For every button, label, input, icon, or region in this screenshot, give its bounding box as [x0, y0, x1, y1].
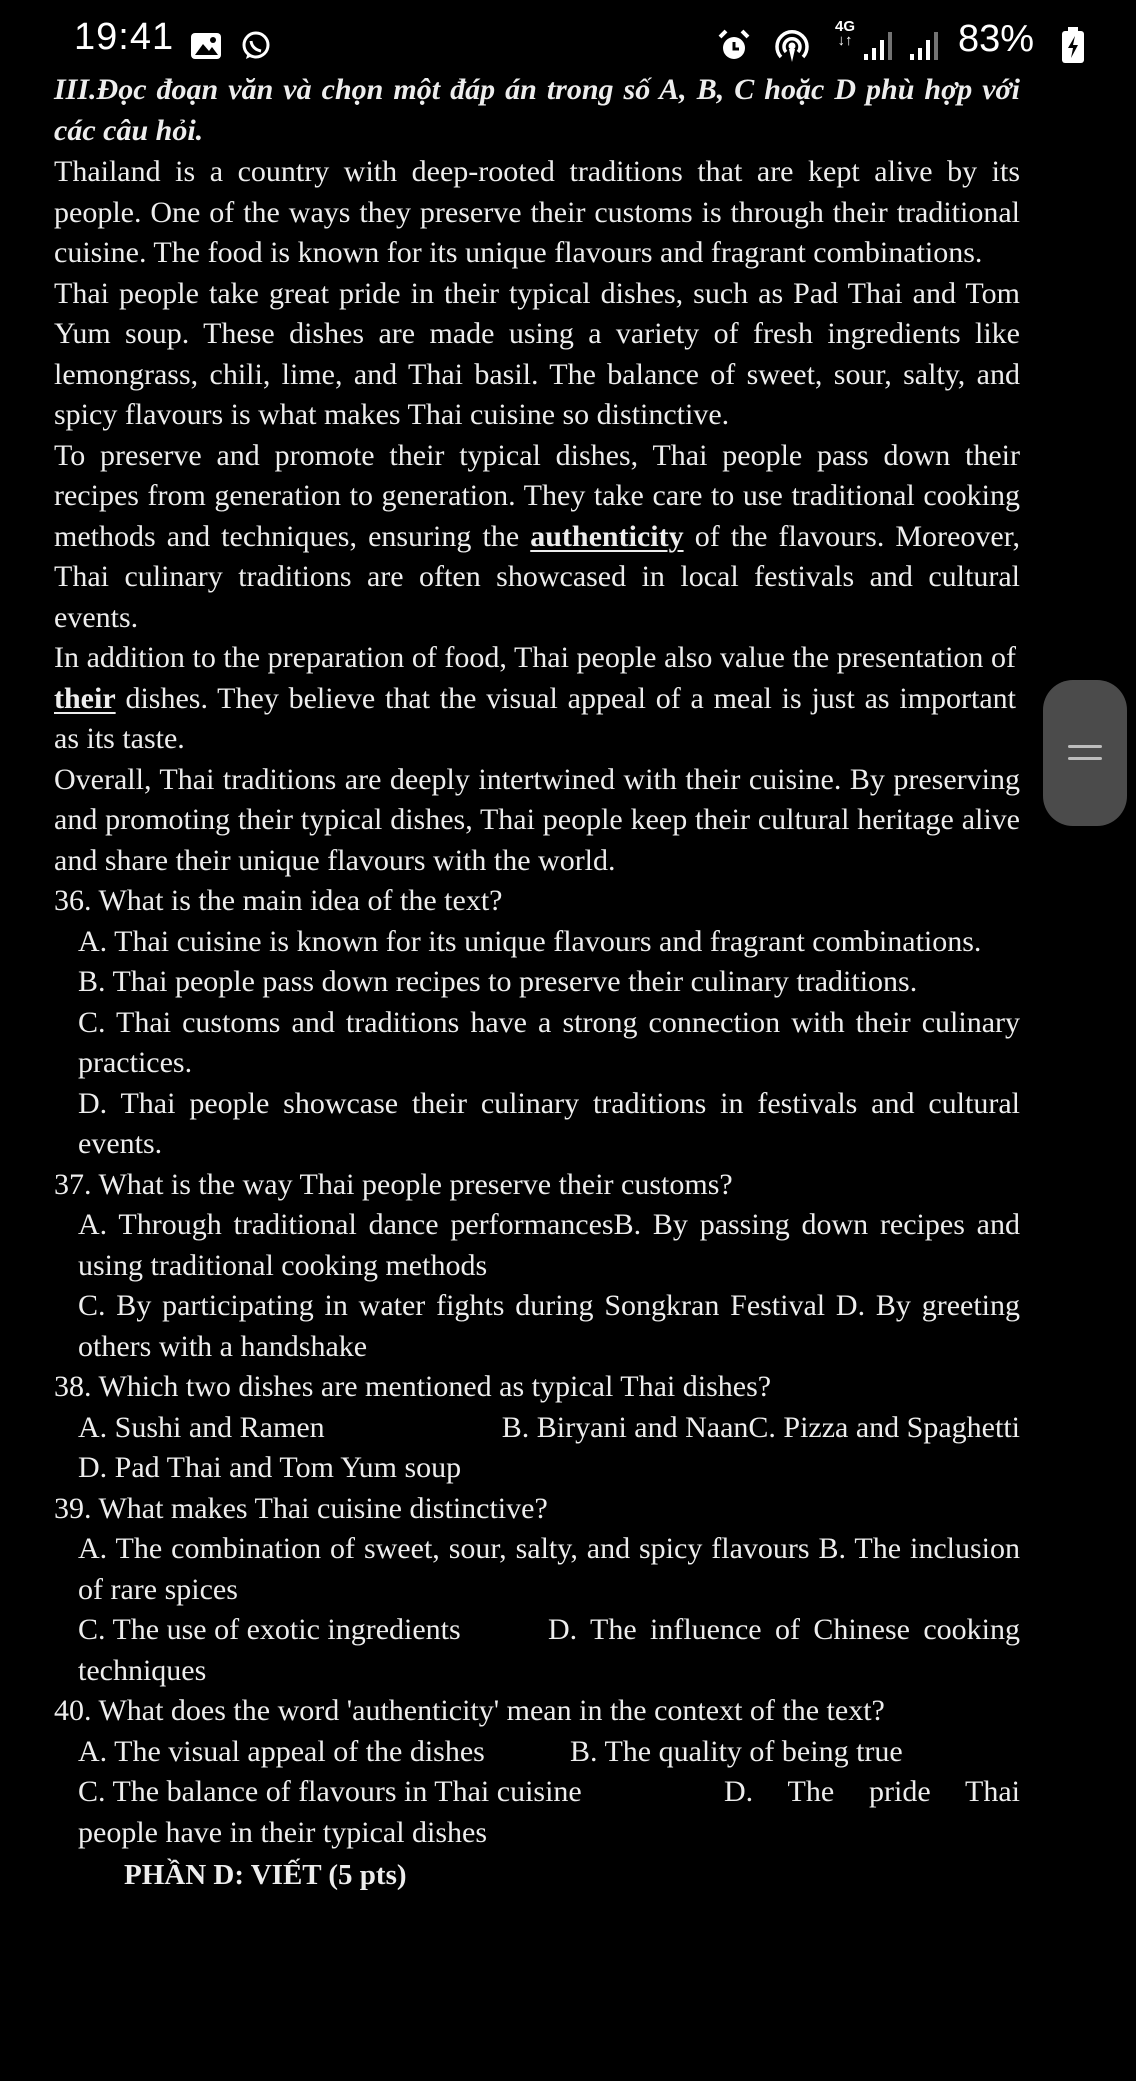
q36-option-c: C. Thai customs and traditions have a strong connection with their culinary practices.	[78, 1005, 1020, 1079]
passage-paragraph-3: To preserve and promote their typical dishes, Thai people pass down their recipes from generation to generation. They take care to use traditional cooking methods and techniques, ensuring the authenticity of the flavours. Moreover, Thai culinary traditions are often showcased in local festivals and cultural events.	[54, 438, 1021, 634]
q37-options-ab: A. Through traditional dance performancesB. By passing down recipes and using traditional cooking methods	[78, 1208, 1020, 1282]
q40-option-b: B. The quality of being true	[570, 1734, 903, 1768]
question-37: 37. What is the way Thai people preserve their customs?	[54, 1167, 733, 1201]
q39-options-ab: A. The combination of sweet, sour, salty, and spicy flavours B. The inclusion of rare spices	[78, 1532, 1020, 1606]
q38-option-a: A. Sushi and Ramen	[78, 1410, 325, 1444]
question-40: 40. What does the word 'authenticity' mean in the context of the text?	[54, 1694, 885, 1727]
hotspot-icon	[772, 26, 812, 66]
q40-row-2	[54, 1772, 1020, 1853]
q40-option-c: C. The balance of flavours in Thai cuisine	[78, 1775, 582, 1808]
scroll-handle[interactable]	[1043, 680, 1127, 826]
q38-options-row	[54, 1408, 1020, 1449]
section-d-heading: PHẦN D: VIẾT (5 pts)	[124, 1859, 407, 1891]
clock: 19:41	[74, 16, 175, 58]
q38-option-d: D. Pad Thai and Tom Yum soup	[78, 1451, 462, 1484]
battery-percentage: 83%	[958, 18, 1035, 60]
q36-option-b: B. Thai people pass down recipes to preserve their culinary traditions.	[78, 965, 918, 998]
signal-icon-2	[908, 30, 952, 62]
image-icon	[190, 32, 222, 60]
q40-option-d: D. The pride Thai people have in their typical dishes	[78, 1775, 1020, 1849]
whatsapp-icon	[240, 30, 272, 62]
question-36: 36. What is the main idea of the text?	[54, 884, 503, 917]
q39-option-c: C. The use of exotic ingredients	[78, 1613, 461, 1646]
underlined-word-authenticity: authenticity	[530, 519, 684, 553]
q40-option-a: A. The visual appeal of the dishes	[78, 1734, 485, 1768]
alarm-icon	[716, 28, 752, 64]
q36-option-d: D. Thai people showcase their culinary traditions in festivals and cultural events.	[78, 1086, 1020, 1160]
passage-paragraph-1: Thailand is a country with deep-rooted traditions that are kept alive by its people. One of the ways they preserve their customs is through their traditional cuisine. The food is known for its unique flavours and fragrant combinations.	[54, 155, 1020, 269]
q39-options-row	[54, 1610, 1020, 1691]
question-39: 39. What makes Thai cuisine distinctive?	[54, 1491, 548, 1525]
q37-options-cd: C. By participating in water fights during Songkran Festival D. By greeting others with a handshake	[78, 1289, 1020, 1363]
section-heading: III.Đọc đoạn văn và chọn một đáp án trong số A, B, C hoặc D phù hợp với các câu hỏi.	[54, 73, 1020, 147]
question-38: 38. Which two dishes are mentioned as typical Thai dishes?	[54, 1370, 772, 1403]
network-type: 4G ↓↑	[835, 18, 856, 49]
q39-option-d: D. The influence of Chinese cooking techniques	[78, 1613, 1020, 1687]
q40-row-1	[54, 1732, 1020, 1773]
underlined-word-their: their	[54, 681, 116, 715]
passage-paragraph-5: Overall, Thai traditions are deeply intertwined with their cuisine. By preserving and promoting their typical dishes, Thai people keep their cultural heritage alive and share their unique flavours with the world.	[54, 762, 1020, 877]
exercise-document	[54, 70, 1020, 1896]
passage-paragraph-2: Thai people take great pride in their typical dishes, such as Pad Thai and Tom Yum soup. These dishes are made using a variety of fresh ingredients like lemongrass, chili, lime, and Thai basil. The balance of sweet, sour, salty, and spicy flavours is what makes Thai cuisine so distinctive.	[54, 276, 1020, 431]
q36-option-a: A. Thai cuisine is known for its unique flavours and fragrant combinations.	[78, 924, 982, 958]
q38-options-bc: B. Biryani and NaanC. Pizza and Spaghetti	[501, 1410, 1020, 1444]
passage-paragraph-4: In addition to the preparation of food, Thai people also value the presentation of their dishes. They believe that the visual appeal of a meal is just as important as its taste.	[54, 641, 1017, 755]
signal-icon	[862, 30, 906, 62]
battery-charging-icon	[1060, 26, 1086, 64]
